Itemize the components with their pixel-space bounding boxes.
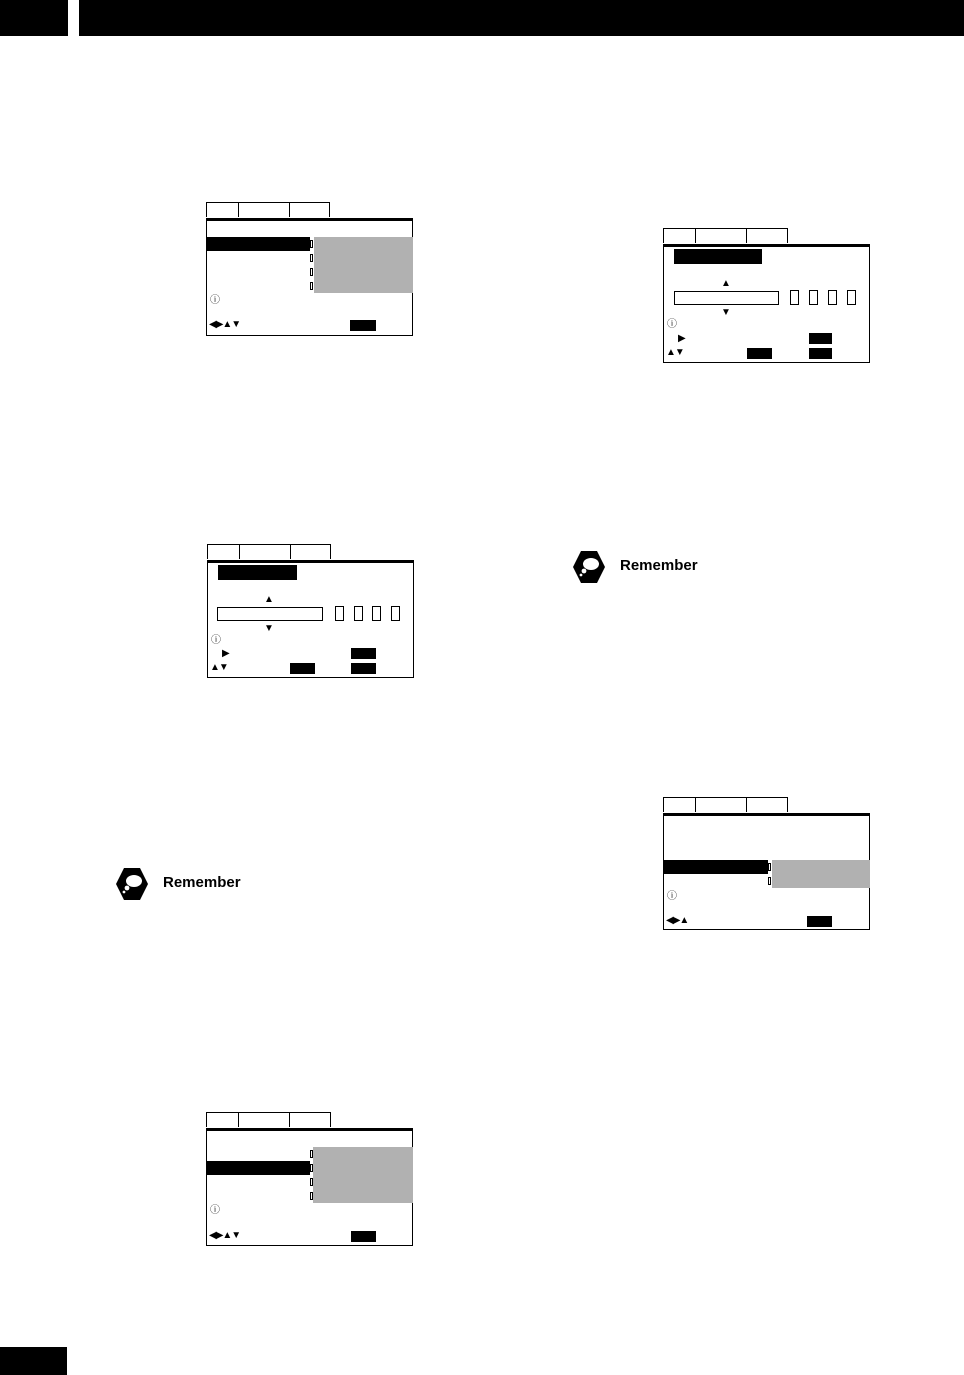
code-digit-box [335, 606, 344, 621]
up-down-arrows-icon: ▲▼ [666, 347, 684, 358]
osd-screen [206, 218, 413, 336]
header-corner-block [0, 0, 68, 36]
page-number-tab [0, 1347, 67, 1375]
thought-bubble-icon [115, 867, 149, 901]
tab-2 [695, 228, 747, 243]
tab-1 [206, 1112, 239, 1127]
info-icon: ⓘ [667, 319, 677, 330]
osd-code-diagram-2 [207, 544, 414, 678]
option-marker [768, 877, 771, 885]
tab-3 [746, 797, 788, 812]
right-arrow-icon: ▶ [678, 333, 686, 344]
info-icon: ⓘ [667, 891, 677, 902]
code-digit-box [790, 290, 799, 305]
option-marker [768, 863, 771, 871]
selected-row-bar [207, 237, 310, 251]
header-bar [79, 0, 964, 36]
option-marker [310, 1192, 313, 1200]
option-marker [310, 1150, 313, 1158]
option-marker [310, 240, 313, 248]
info-icon: ⓘ [210, 295, 220, 306]
tab-3 [289, 1112, 331, 1127]
nav-arrows-icon: ◀▶▲▼ [209, 319, 241, 330]
selected-row-bar [664, 860, 768, 874]
title-highlight [674, 249, 762, 264]
code-digit-box [847, 290, 856, 305]
tab-2 [238, 1112, 290, 1127]
button-key [290, 663, 315, 674]
code-digit-box [809, 290, 818, 305]
button-key [747, 348, 772, 359]
button-key [350, 320, 376, 331]
tab-3 [746, 228, 788, 243]
tab-2 [238, 202, 290, 217]
tab-2 [695, 797, 747, 812]
remember-note-1 [572, 550, 732, 584]
code-digit-box [391, 606, 400, 621]
osd-screen [206, 1128, 413, 1246]
osd-menu-diagram-3 [206, 1112, 413, 1246]
option-marker [310, 1164, 313, 1172]
down-arrow-icon: ▼ [264, 623, 274, 634]
osd-tabs [663, 797, 787, 813]
button-key [807, 916, 832, 927]
button-key [809, 348, 832, 359]
up-arrow-icon: ▲ [721, 278, 731, 289]
info-icon: ⓘ [210, 1205, 220, 1216]
title-highlight [218, 565, 297, 580]
osd-menu-diagram-2 [663, 797, 870, 930]
tab-1 [206, 202, 239, 217]
option-marker [310, 268, 313, 276]
button-key [351, 648, 376, 659]
options-panel [313, 1147, 413, 1203]
down-arrow-icon: ▼ [721, 307, 731, 318]
nav-arrows-icon: ◀▶▲ [666, 915, 689, 926]
selected-row-bar [207, 1161, 310, 1175]
code-digit-box [354, 606, 363, 621]
code-digit-box [372, 606, 381, 621]
tab-3 [289, 202, 330, 217]
button-key [351, 1231, 376, 1242]
osd-tabs [206, 1112, 330, 1128]
up-arrow-icon: ▲ [264, 594, 274, 605]
options-panel [314, 237, 413, 293]
right-arrow-icon: ▶ [222, 648, 230, 659]
osd-screen [663, 244, 870, 363]
option-marker [310, 1178, 313, 1186]
options-panel [772, 860, 870, 888]
thought-bubble-icon [572, 550, 606, 584]
remember-label: Remember [620, 557, 698, 574]
osd-screen [207, 560, 414, 678]
osd-code-diagram-1 [663, 228, 870, 363]
osd-tabs [207, 544, 331, 560]
osd-screen [663, 813, 870, 930]
button-key [351, 663, 376, 674]
osd-menu-diagram-1 [206, 202, 413, 336]
tab-1 [207, 544, 240, 559]
tab-1 [663, 228, 696, 243]
option-marker [310, 254, 313, 262]
up-down-arrows-icon: ▲▼ [210, 662, 228, 673]
remember-label: Remember [163, 874, 241, 891]
code-digit-box [828, 290, 837, 305]
code-input-box [217, 607, 323, 621]
button-key [809, 333, 832, 344]
code-input-box [674, 291, 779, 305]
nav-arrows-icon: ◀▶▲▼ [209, 1230, 241, 1241]
info-icon: ⓘ [211, 635, 221, 646]
option-marker [310, 282, 313, 290]
osd-tabs [663, 228, 787, 244]
tab-2 [239, 544, 291, 559]
remember-note-2 [115, 867, 275, 901]
tab-3 [290, 544, 331, 559]
tab-1 [663, 797, 696, 812]
osd-tabs [206, 202, 330, 218]
